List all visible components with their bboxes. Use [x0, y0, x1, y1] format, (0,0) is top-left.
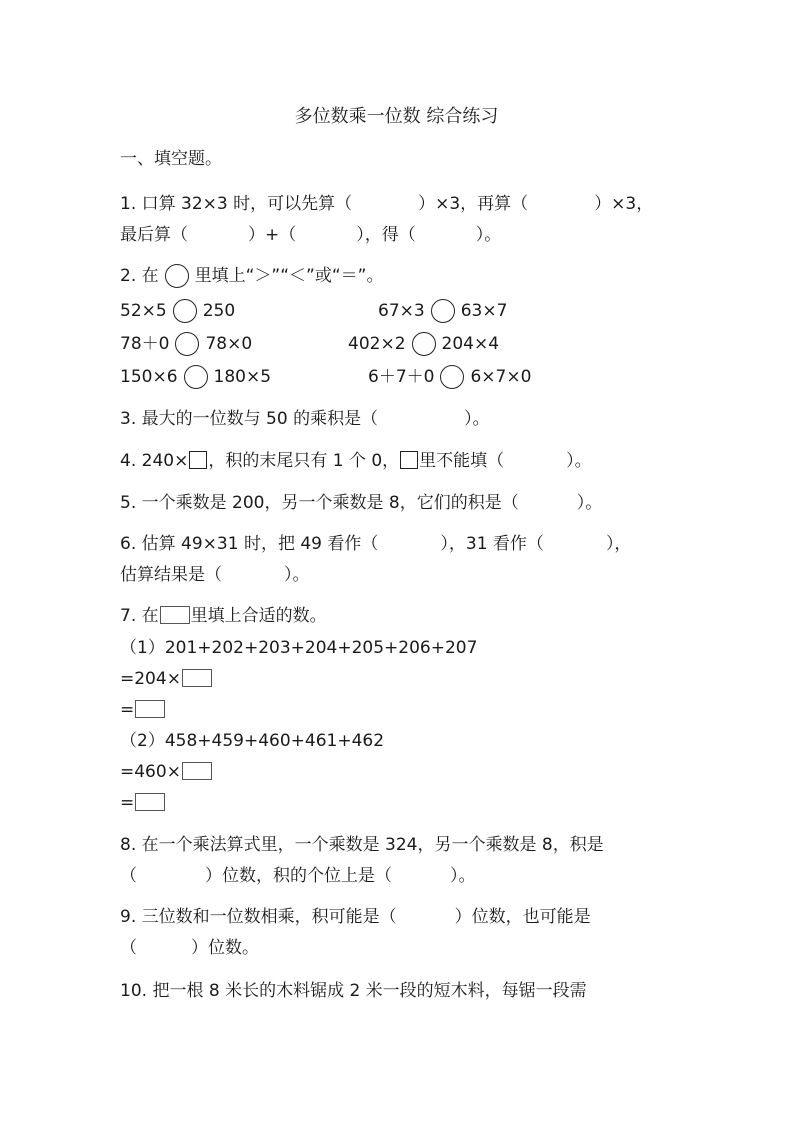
compare-right-expr: 204×4	[441, 334, 500, 354]
answer-circle[interactable]	[412, 332, 436, 356]
compare-row-3-right	[368, 365, 531, 389]
answer-circle[interactable]	[175, 332, 199, 356]
answer-circle[interactable]	[440, 365, 464, 389]
compare-right-expr: 63×7	[460, 301, 508, 321]
compare-right-expr: 78×0	[205, 334, 253, 354]
q1-text-b: ）×3，再算（	[418, 194, 529, 214]
q8-text-b: （	[120, 866, 137, 886]
q4-text-c: 里不能填（	[419, 451, 505, 471]
rectangle-icon	[160, 606, 190, 624]
question-1-line-1	[120, 193, 653, 215]
q6-text-e: ）。	[284, 565, 310, 585]
q1-text-d: 最后算（	[120, 225, 188, 245]
q9-text-d: ）位数。	[191, 938, 259, 958]
q4-text-d: ）。	[566, 451, 592, 471]
question-4-line	[120, 450, 592, 472]
answer-box[interactable]	[182, 669, 212, 687]
q1-text-c: ）×3，	[594, 194, 654, 214]
q7-part-2-step-1	[120, 761, 213, 783]
compare-left-expr: 6＋7＋0	[368, 367, 435, 387]
q6-text-b: ），31 看作（	[440, 534, 544, 554]
q1-text-f: ），得（	[356, 225, 416, 245]
circle-icon	[165, 264, 189, 288]
compare-left-expr: 67×3	[378, 301, 425, 321]
q3-text-b: ）。	[464, 409, 490, 429]
q7-p2-step1-text: =460×	[120, 762, 181, 782]
q7-part-2-step-2	[120, 792, 166, 814]
q7-p1-step2-text: =	[120, 700, 135, 720]
compare-row-1-right	[378, 299, 507, 323]
question-1-line-2	[120, 224, 501, 246]
question-9-line-2	[120, 937, 259, 959]
question-7-line	[120, 605, 327, 627]
question-6-line-1	[120, 533, 631, 555]
q7-part-1-step-1	[120, 668, 213, 690]
compare-row-2-left	[120, 332, 252, 356]
q8-text-d: ）。	[450, 866, 476, 886]
q6-text-a: 6. 估算 49×31 时，把 49 看作（	[120, 534, 379, 554]
section-heading: 一、填空题。	[120, 149, 222, 169]
q1-text-e: ）+（	[248, 225, 297, 245]
q9-text-c: （	[120, 938, 137, 958]
q6-text-d: 估算结果是（	[120, 565, 222, 585]
q7-p2-step2-text: =	[120, 793, 135, 813]
q5-text-b: ）。	[576, 493, 603, 513]
q2-text-a: 2. 在	[120, 266, 159, 286]
compare-row-1-left	[120, 299, 235, 323]
compare-right-expr: 180×5	[213, 367, 272, 387]
square-icon	[400, 451, 418, 469]
compare-left-expr: 78＋0	[120, 334, 170, 354]
question-9-line-1	[120, 906, 591, 928]
answer-box[interactable]	[135, 793, 165, 811]
q7-part-1-expression: （1）201+202+203+204+205+206+207	[120, 638, 478, 658]
question-6-line-2	[120, 564, 310, 586]
page-title: 多位数乘一位数 综合练习	[294, 106, 499, 127]
answer-circle[interactable]	[173, 299, 197, 323]
compare-left-expr: 402×2	[348, 334, 406, 354]
q7-part-1-step-2	[120, 699, 166, 721]
q4-text-a: 4. 240×	[120, 451, 189, 471]
q1-text-g: ）。	[475, 225, 502, 245]
answer-box[interactable]	[182, 762, 212, 780]
question-8-line-2	[120, 865, 476, 887]
compare-row-2-right	[348, 332, 499, 356]
compare-left-expr: 150×6	[120, 367, 178, 387]
compare-right-expr: 250	[202, 301, 236, 321]
q7-text-a: 7. 在	[120, 606, 159, 626]
question-3-line	[120, 408, 490, 430]
q1-text-a: 1. 口算 32×3 时，可以先算（	[120, 194, 353, 214]
q9-text-a: 9. 三位数和一位数相乘，积可能是（	[120, 907, 397, 927]
compare-left-expr: 52×5	[120, 301, 167, 321]
q7-p1-step1-text: =204×	[120, 669, 181, 689]
q5-text-a: 5. 一个乘数是 200，另一个乘数是 8，它们的积是（	[120, 493, 519, 513]
q9-text-b: ）位数，也可能是	[454, 907, 591, 927]
question-2-line	[120, 264, 383, 288]
question-8-line-1: 8. 在一个乘法算式里，一个乘数是 324，另一个乘数是 8，积是	[120, 835, 604, 855]
answer-box[interactable]	[135, 700, 165, 718]
q8-text-c: ）位数，积的个位上是（	[205, 866, 392, 886]
answer-square[interactable]	[189, 451, 207, 469]
q7-text-b: 里填上合适的数。	[190, 606, 327, 626]
question-10-line: 10. 把一根 8 米长的木料锯成 2 米一段的短木料，每锯一段需	[120, 981, 587, 1001]
q3-text-a: 3. 最大的一位数与 50 的乘积是（	[120, 409, 379, 429]
compare-row-3-left	[120, 365, 271, 389]
q7-part-2-expression: （2）458+459+460+461+462	[120, 731, 385, 751]
question-5-line	[120, 492, 602, 514]
q6-text-c: ），	[605, 534, 632, 554]
q2-text-b: 里填上“＞”“＜”或“＝”。	[194, 266, 384, 286]
compare-right-expr: 6×7×0	[470, 367, 532, 387]
q4-text-b: ，积的末尾只有 1 个 0，	[208, 451, 400, 471]
answer-circle[interactable]	[431, 299, 455, 323]
answer-circle[interactable]	[184, 365, 208, 389]
